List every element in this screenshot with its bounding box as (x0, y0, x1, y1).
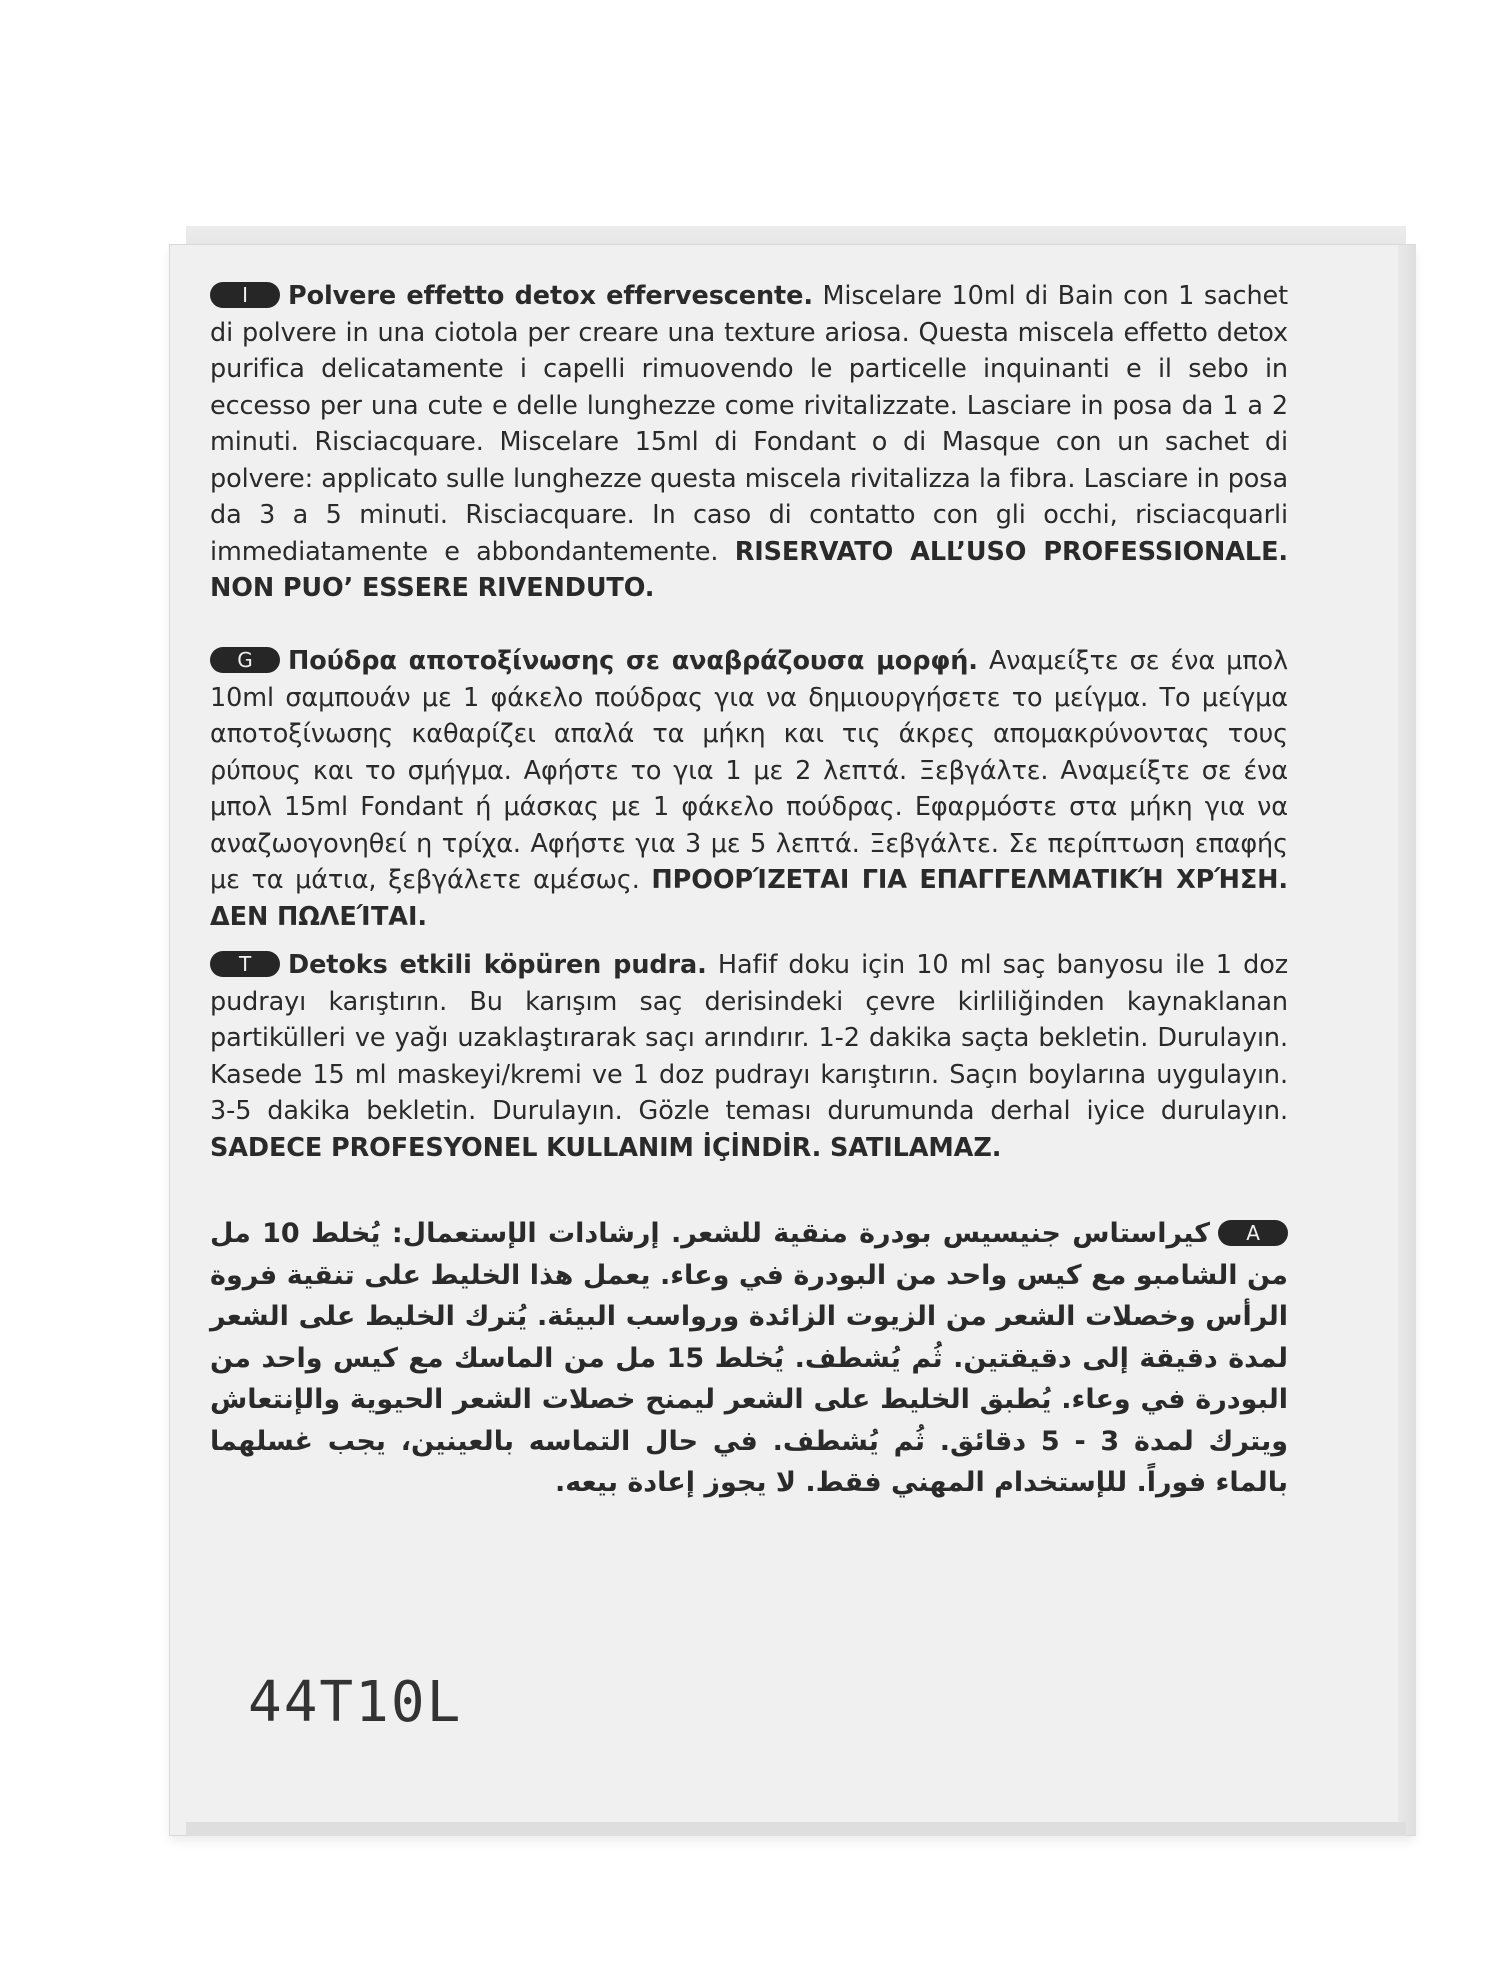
italian-instructions (210, 278, 1288, 607)
greek-body: Αναμείξτε σε ένα μπολ 10ml σαμπουάν με 1 φάκελο πούδρας για να δημιουργήσετε το μείγμα. Το μείγμα αποτοξίνωσης καθαρίζει απαλά τα μήκη και τις άκρες απομακρύνοντας τους ρύπους και το σμήγμα. Αφήστε το για 1 με 2 λεπτά. Ξεβγάλτε. Αναμείξτε σε ένα μπολ 15ml Fondant ή μάσκας με 1 φάκελο πούδρας. Εφαρμόστε στα μήκη για να αναζωογονηθεί η τρίχα. Αφήστε για 3 με 5 λεπτά. Ξεβγάλτε. Σε περίπτωση επαφής με τα μάτια, ξεβγάλετε αμέσως. (210, 646, 1288, 895)
box-bottom-edge (186, 1822, 1406, 1836)
turkish-warning: SADECE PROFESYONEL KULLANIM İÇİNDİR. SATILAMAZ. (210, 1132, 1002, 1163)
language-badge-arabic: A (1218, 1220, 1288, 1246)
greek-heading: Πούδρα αποτοξίνωσης σε αναβράζουσα μορφή. (288, 646, 978, 676)
turkish-heading: Detoks etkili köpüren pudra. (288, 950, 707, 980)
turkish-body: Hafif doku için 10 ml saç banyosu ile 1 doz pudrayı karıştırın. Bu karışım saç derisindeki çevre kirliliğinden kaynaklanan partikülleri ve yağı uzaklaştırarak saçı arındırır. 1-2 dakika saçta bekletin. Durulayın. Kasede 15 ml maskeyi/kremi ve 1 doz pudrayı karıştırın. Saçın boylarına uygulayın. 3-5 dakika bekletin. Durulayın. Gözle teması durumunda derhal iyice durulayın. (210, 950, 1288, 1126)
batch-code: 44T10L (248, 1670, 463, 1735)
italian-heading: Polvere effetto detox effervescente. (288, 281, 813, 311)
arabic-text: كيراستاس جنيسيس بودرة منقية للشعر. إرشادات الإستعمال: يُخلط 10 مل من الشامبو مع كيس واحد من البودرة في وعاء. يعمل هذا الخليط على تنقية فروة الرأس وخصلات الشعر من الزيوت الزائدة ورواسب البيئة. يُترك الخليط على الشعر لمدة دقيقة إلى دقيقتين. ثُم يُشطف. يُخلط 15 مل من الماسك مع كيس واحد من البودرة في وعاء. يُطبق الخليط على الشعر ليمنح خصلات الشعر الحيوية والإنتعاش ويترك لمدة 3 - 5 دقائق. ثُم يُشطف. في حال التماسه بالعينين، يجب غسلهما بالماء فوراً. للإستخدام المهني فقط. لا يجوز إعادة بيعه. (210, 1218, 1288, 1498)
language-badge-italian: I (210, 282, 280, 308)
turkish-instructions (210, 947, 1288, 1166)
italian-body: Miscelare 10ml di Bain con 1 sachet di polvere in una ciotola per creare una texture ariosa. Questa miscela effetto detox purifica delicatamente i capelli rimuovendo le particelle inquinanti e il sebo in eccesso per una cute e delle lunghezze come rivitalizzate. Lasciare in posa da 1 a 2 minuti. Risciacquare. Miscelare 15ml di Fondant o di Masque con un sachet di polvere: applicato sulle lunghezze questa miscela rivitalizza la fibra. Lasciare in posa da 3 a 5 minuti. Risciacquare. In caso di contatto con gli occhi, risciacquarli immediatamente e abbondantemente. (210, 281, 1288, 567)
arabic-instructions (210, 1213, 1288, 1504)
box-right-edge (1398, 245, 1416, 1835)
greek-instructions (210, 643, 1288, 935)
italian-warning: RISERVATO ALL’USO PROFESSIONALE. NON PUO’ ESSERE RIVENDUTO. (210, 536, 1288, 603)
greek-warning: ΠΡΟΟΡΊΖΕΤΑΙ ΓΙΑ ΕΠΑΓΓΕΛΜΑΤΙΚΉ ΧΡΉΣΗ. ΔΕΝ ΠΩΛΕΊΤΑΙ. (210, 865, 1288, 932)
language-badge-greek: G (210, 647, 280, 673)
language-badge-turkish: T (210, 951, 280, 977)
